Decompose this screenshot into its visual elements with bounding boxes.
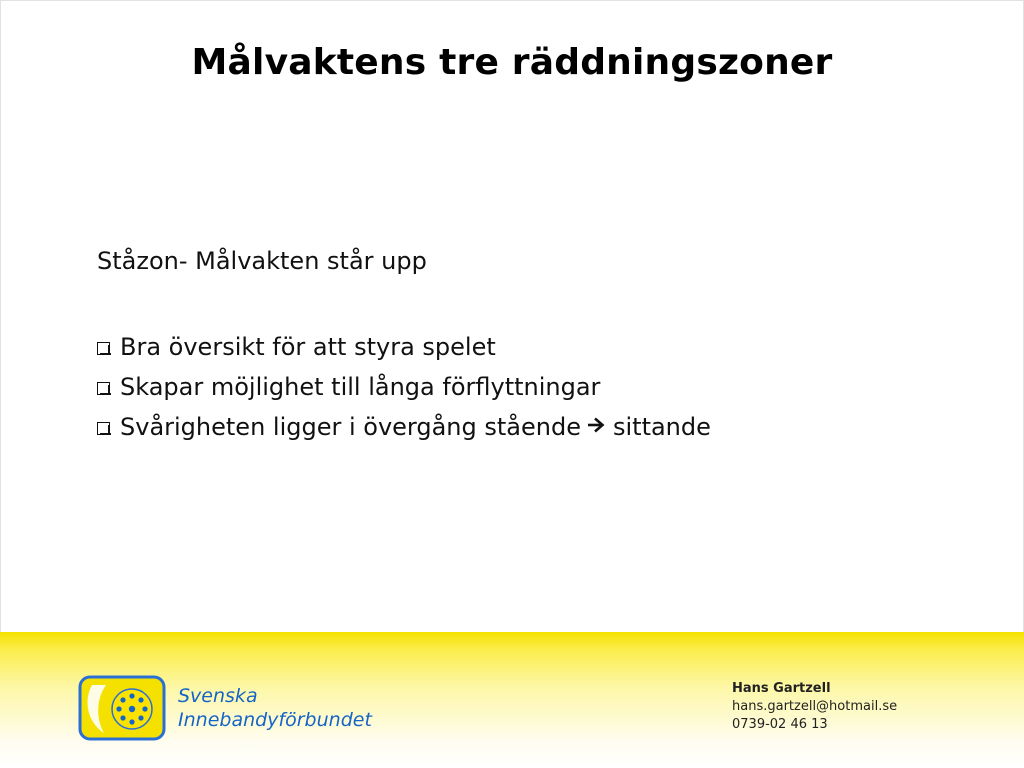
- contact-email: hans.gartzell@hotmail.se: [732, 699, 898, 714]
- checkbox-icon: [97, 382, 110, 395]
- slide-title: Målvaktens tre räddningszoner: [191, 42, 833, 83]
- brand-line-1: Svenska: [178, 685, 258, 707]
- right-arrow-icon: [587, 417, 605, 433]
- bullet-list: [97, 327, 711, 447]
- bullet-text: sittande: [612, 413, 711, 441]
- floorball-logo-icon: [78, 675, 166, 741]
- bullet-text: Skapar möjlighet till långa förflyttningar: [120, 373, 601, 401]
- contact-name: Hans Gartzell: [732, 681, 831, 696]
- brand-wordmark: [178, 684, 372, 732]
- bullet-item: [97, 407, 711, 447]
- bullet-item: [97, 327, 711, 367]
- zone-subheading: Ståzon- Målvakten står upp: [97, 247, 427, 275]
- checkbox-icon: [97, 422, 110, 435]
- contact-block: [732, 680, 897, 734]
- bullet-text: Bra översikt för att styra spelet: [120, 333, 496, 361]
- bullet-text: Svårigheten ligger i övergång stående: [120, 413, 581, 441]
- bullet-item: [97, 367, 711, 407]
- contact-phone: 0739-02 46 13: [732, 717, 828, 732]
- checkbox-icon: [97, 342, 110, 355]
- brand-line-2: Innebandyförbundet: [178, 709, 372, 731]
